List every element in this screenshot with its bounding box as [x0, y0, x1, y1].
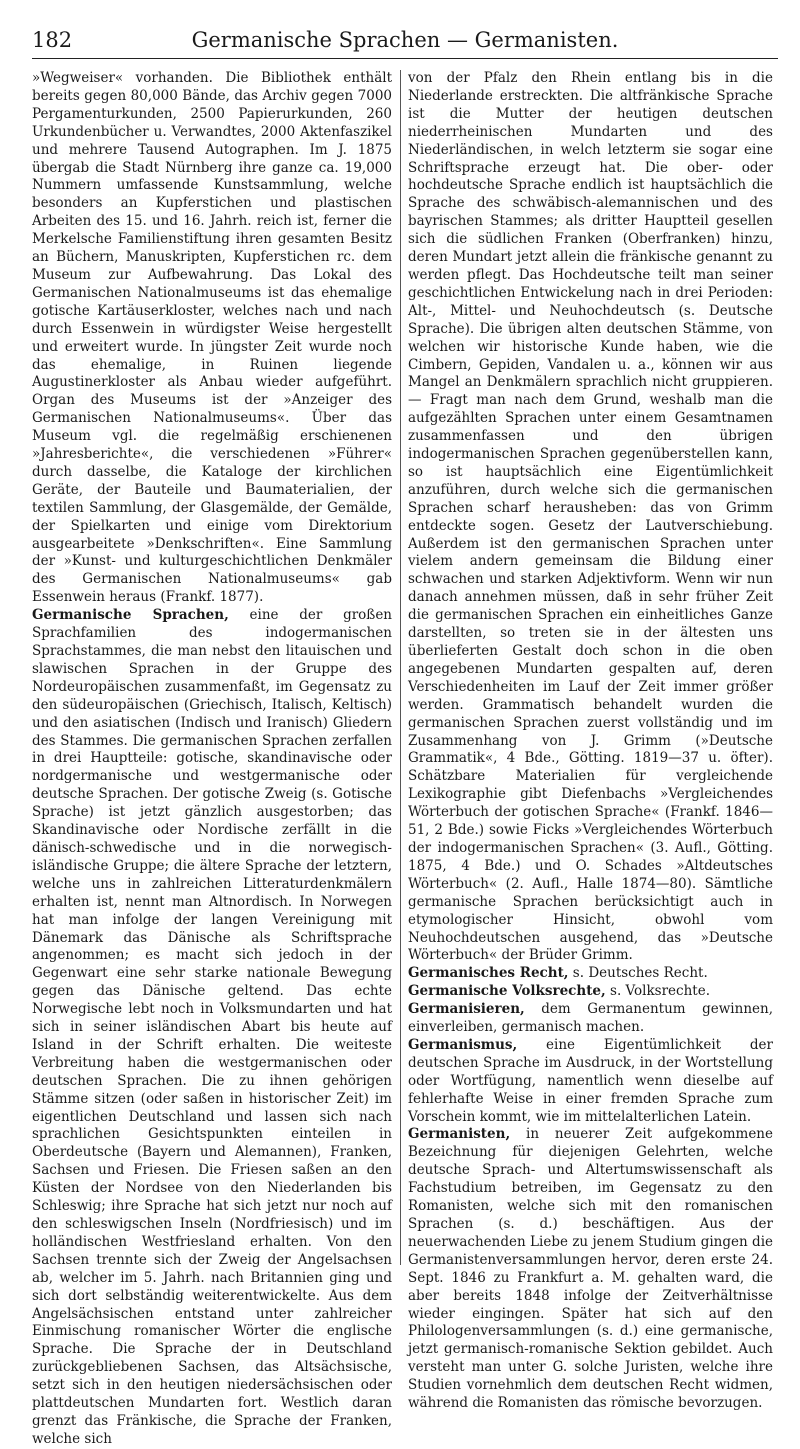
- entry-text: eine Eigentümlichkeit der deutschen Sprache im Ausdruck, in der Wortstellung oder Wortfügung, namentlich wenn dieselbe auf fehlerhafte Weise in einer fremden Sprache zum Vorschein kommt, wie im mittelalterlichen Latein.: [408, 1036, 773, 1125]
- entry-germanisten: [408, 1126, 773, 1413]
- page-header: [32, 24, 778, 59]
- right-column: [408, 70, 773, 1412]
- entry-text: dem Germanentum gewinnen, einverleiben, germanisch machen.: [408, 1001, 773, 1036]
- entry-germanisches-recht: [408, 965, 773, 983]
- paragraph-continuation: von der Pfalz den Rhein entlang bis in die Niederlande erstreckten. Die altfränkische Sprache ist die Mutter der heutigen deutschen niederrheinischen Mundarten und des Niederländischen, in welch letzterm sie sogar eine Schriftsprache erzeugt hat. Die ober- oder hochdeutsche Sprache endlich ist hauptsächlich die Sprache des schwäbisch-alemannischen und des bayrischen Stammes; als dritter Hauptteil gesellen sich die südlichen Franken (Oberfranken) hinzu, deren Mundart jetzt allein die fränkische genannt zu werden pflegt. Das Hochdeutsche teilt man seiner geschichtlichen Entwickelung nach in drei Perioden: Alt-, Mittel- und Neuhochdeutsch (s. Deutsche Sprache). Die übrigen alten deutschen Stämme, von welchen wir historische Kunde haben, wie die Cimbern, Gepiden, Vandalen u. a., können wir aus Mangel an Denkmälern sprachlich nicht gruppieren. — Fragt man nach dem Grund, weshalb man die aufgezählten Sprachen unter einem Gesamtnamen zusammenfassen und den übrigen indogermanischen Sprachen gegenüberstellen kann, so ist hauptsächlich eine Eigentümlichkeit anzuführen, durch welche sich die germanischen Sprachen scharf herausheben: das von Grimm entdeckte sogen. Gesetz der Lautverschiebung. Außerdem ist den germanischen Sprachen unter vielem andern gemeinsam die Bildung einer schwachen und starken Adjektivform. Wenn wir nun danach annehmen müssen, daß in sehr früher Zeit die germanischen Sprachen ein einheitliches Ganze darstellten, so treten sie in der ältesten uns überlieferten Gestalt doch schon in die oben angegebenen Mundarten gespalten auf, deren Verschiedenheiten im Lauf der Zeit immer größer werden. Grammatisch behandelt wurden die germanischen Sprachen zuerst vollständig und im Zusammenhang von J. Grimm (»Deutsche Grammatik«, 4 Bde., Götting. 1819—37 u. öfter). Schätzbare Materialien für vergleichende Lexikographie gibt Diefenbachs »Vergleichendes Wörterbuch der gotischen Sprache« (Frankf. 1846—51, 2 Bde.) sowie Ficks »Vergleichendes Wörterbuch der indogermanischen Sprachen« (3. Aufl., Götting. 1875, 4 Bde.) und O. Schades »Altdeutsches Wörterbuch« (2. Aufl., Halle 1874—80). Sämtliche germanische Sprachen berücksichtigt auch in etymologischer Hinsicht, obwohl vom Neuhochdeutschen ausgehend, das »Deutsche Wörterbuch« der Brüder Grimm.: [408, 70, 773, 964]
- entry-text: in neuerer Zeit aufgekommene Bezeichnung für diejenigen Gelehrten, welche deutsche Sprach- und Altertumswissenschaft als Fachstudium betreiben, im Gegensatz zu den Romanisten, welche sich mit den romanischen Sprachen (s. d.) beschäftigen. Aus der neuerwachenden Liebe zu jenem Studium gingen die Germanistenversammlungen hervor, deren erste 24. Sept. 1846 zu Frankfurt a. M. gehalten ward, die aber bereits 1848 infolge der Zeitverhältnisse wieder eingingen. Später hat sich auf den Philologenversammlungen (s. d.) eine germanische, jetzt germanisch-romanische Sektion gebildet. Auch versteht man unter G. solche Juristen, welche ihre Studien vornehmlich dem deutschen Recht widmen, während die Romanisten das römische bevorzugen.: [408, 1126, 773, 1412]
- entry-germanisieren: [408, 1001, 773, 1037]
- headword: Germanismus,: [408, 1036, 518, 1053]
- entry-germanismus: [408, 1037, 773, 1127]
- headword: Germanisches Recht,: [408, 965, 569, 982]
- headword: Germanische Sprachen,: [32, 607, 229, 624]
- left-column: [32, 70, 393, 1447]
- entry-text: s. Volksrechte.: [605, 983, 710, 1000]
- headword: Germanisieren,: [408, 1001, 525, 1018]
- entry-text: eine der großen Sprachfamilien des indogermanischen Sprachstammes, die man nebst den litauischen und slawischen Sprachen in der Gruppe des Nordeuropäischen zusammenfaßt, im Gegensatz zu den südeuropäischen (Griechisch, Italisch, Keltisch) und den asiatischen (Indisch und Iranisch) Gliedern des Stammes. Die germanischen Sprachen zerfallen in drei Hauptteile: gotische, skandinavische oder nordgermanische und westgermanische oder deutsche Sprachen. Der gotische Zweig (s. Gotische Sprache) ist jetzt gänzlich ausgestorben; das Skandinavische oder Nordische zerfällt in die dänisch-schwedische und in die norwegisch-isländische Gruppe; die ältere Sprache der letztern, welche uns in zahlreichen Litteraturdenkmälern erhalten ist, nennt man Altnordisch. In Norwegen hat man infolge der langen Vereinigung mit Dänemark das Dänische als Schriftsprache angenommen; es macht sich jedoch in der Gegenwart eine sehr starke nationale Bewegung gegen das Dänische geltend. Das echte Norwegische lebt noch in Volksmundarten und hat sich in seiner isländischen Abart bis heute auf Island in der Schrift erhalten. Die weiteste Verbreitung haben die westgermanischen oder deutschen Sprachen. Die zu ihnen gehörigen Stämme sitzen (oder saßen in historischer Zeit) im eigentlichen Deutschland und lassen sich nach sprachlichen Gesichtspunkten einteilen in Oberdeutsche (Bayern und Alemannen), Franken, Sachsen und Friesen. Die Friesen saßen an den Küsten der Nordsee von den Niederlanden bis Schleswig; ihre Sprache hat sich jetzt nur noch auf den schleswigschen Inseln (Nordfriesisch) und im holländischen Westfriesland erhalten. Von den Sachsen trennte sich der Zweig der Angelsachsen ab, welcher im 5. Jahrh. nach Britannien ging und sich dort selbständig weiterentwickelte. Aus dem Angelsächsischen entstand unter zahlreicher Einmischung romanischer Wörter die englische Sprache. Die Sprache der in Deutschland zurückgebliebenen Sachsen, das Altsächsische, setzt sich in den heutigen niedersächsischen oder plattdeutschen Mundarten fort. Westlich daran grenzt das Fränkische, die Sprache der Franken, welche sich: [32, 607, 393, 1447]
- entry-germanische-volksrechte: [408, 983, 773, 1001]
- headword: Germanisten,: [408, 1126, 511, 1143]
- headword: Germanische Volksrechte,: [408, 983, 606, 1000]
- entry-germanische-sprachen: [32, 607, 392, 1449]
- entry-text: s. Deutsches Recht.: [568, 965, 708, 982]
- page-number: 182: [32, 28, 73, 52]
- running-title: Germanische Sprachen — Germanisten.: [191, 28, 619, 52]
- column-divider: [400, 70, 401, 1265]
- paragraph-museum: »Wegweiser« vorhanden. Die Bibliothek enthält bereits gegen 80,000 Bände, das Archiv gegen 7000 Pergamenturkunden, 2500 Papierurkunden, 260 Urkundenbücher u. Verwandtes, 2000 Aktenfaszikel und mehrere Tausend Autographen. Im J. 1875 übergab die Stadt Nürnberg ihre ganze ca. 19,000 Nummern umfassende Kunstsammlung, welche besonders an Kupferstichen und plastischen Arbeiten des 15. und 16. Jahrh. reich ist, ferner die Merkelsche Familienstiftung ihren gesamten Besitz an Büchern, Manuskripten, Kupferstichen rc. dem Museum zur Aufbewahrung. Das Lokal des Germanischen Nationalmuseums ist das ehemalige gotische Kartäuserkloster, welches nach und nach durch Essenwein in würdigster Weise hergestellt und erweitert wurde. In jüngster Zeit wurde noch das ehemalige, in Ruinen liegende Augustinerkloster als Anbau wieder aufgeführt. Organ des Museums ist der »Anzeiger des Germanischen Nationalmuseums«. Über das Museum vgl. die regelmäßig erschienenen »Jahresberichte«, die verschiedenen »Führer« durch dasselbe, die Kataloge der kirchlichen Geräte, der Bauteile und Baumaterialien, der textilen Sammlung, der Glasgemälde, der Gemälde, der Spielkarten und einige vom Direktorium ausgearbeitete »Denkschriften«. Eine Sammlung der »Kunst- und kulturgeschichtlichen Denkmäler des Germanischen Nationalmuseums« gab Essenwein heraus (Frankf. 1877).: [32, 70, 392, 606]
